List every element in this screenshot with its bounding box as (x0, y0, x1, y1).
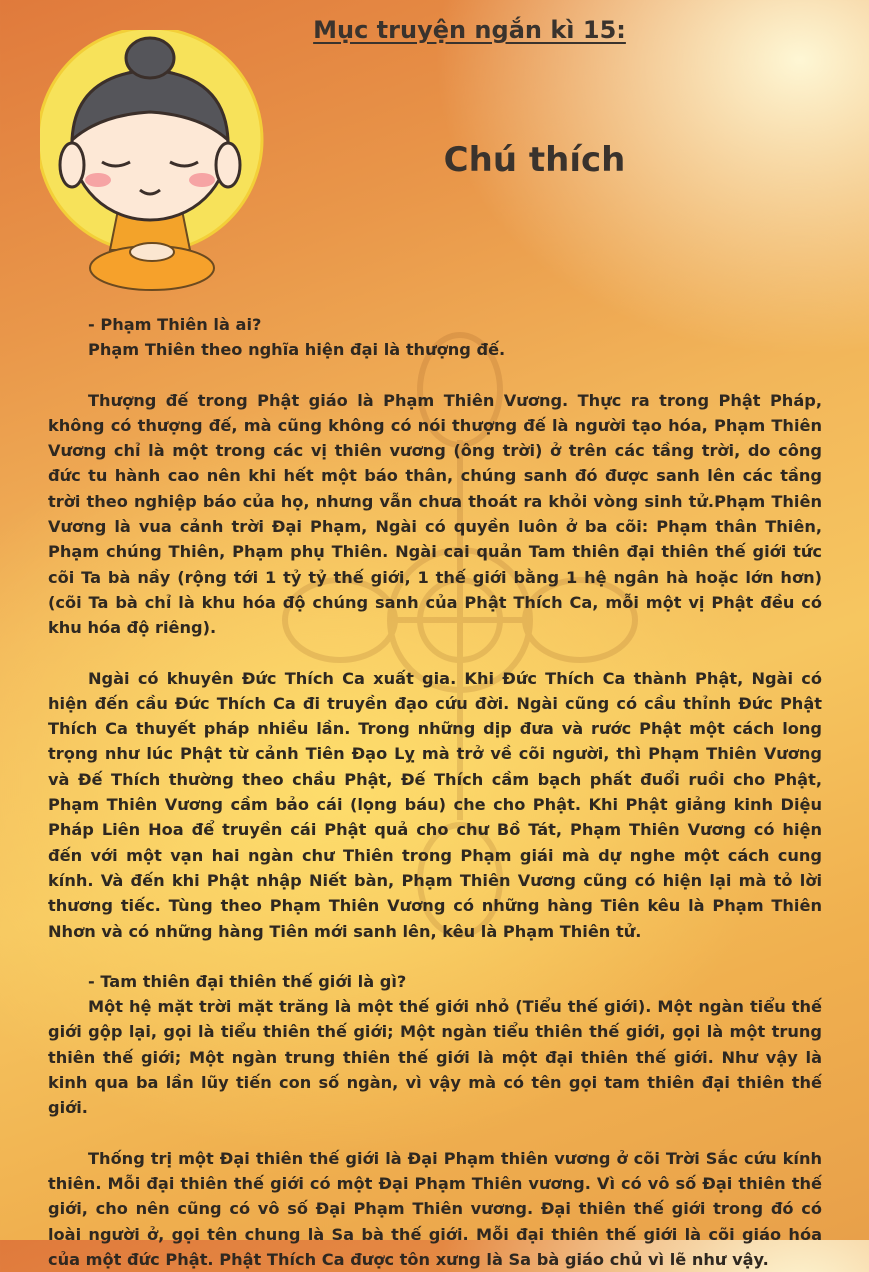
body-paragraph: Thượng đế trong Phật giáo là Phạm Thiên Vương. Thực ra trong Phật Pháp, không có thượng đế, mà cũng không có nói thượng đế là người tạo hóa, Phạm Thiên Vương chỉ là một trong các vị thiên vương (ông trời) ở trên các tầng trời, do công đức tu hành cao nên khi hết một báo thân, chúng sanh đó được sanh lên các tầng trời theo nghiệp báo của họ, nhưng vẫn chưa thoát ra khỏi vòng sinh tử.Phạm Thiên Vương là vua cảnh trời Đại Phạm, Ngài có quyền luôn ở ba cõi: Phạm thân Thiên, Phạm chúng Thiên, Phạm phụ Thiên. Ngài cai quản Tam thiên đại thiên thế giới tức cõi Ta bà nầy (rộng tới 1 tỷ tỷ thế giới, 1 thế giới bằng 1 hệ ngân hà hoặc lớn hơn)(cõi Ta bà chỉ là khu hóa độ chúng sanh của Phật Thích Ca, mỗi một vị Phật đều có khu hóa độ riêng). (48, 390, 822, 638)
page-title: Mục truyện ngắn kì 15: (313, 16, 626, 44)
answer-paragraph: Phạm Thiên theo nghĩa hiện đại là thượng đế. (88, 340, 506, 360)
question-heading: - Tam thiên đại thiên thế giới là gì? (88, 971, 407, 991)
section-heading: Chú thích (443, 140, 626, 180)
body-paragraph: Thống trị một Đại thiên thế giới là Đại Phạm thiên vương ở cõi Trời Sắc cứu kính thiên. Mỗi đại thiên thế giới có một Đại Phạm Thiên vương. Vì có vô số Đại thiên thế giới, cho nên cũng có vô số Đại Phạm Thiên vương. Đại thiên thế giới trong đó có loài người ở, gọi tên chung là Sa bà thế giới. Mỗi đại thiên thế giới là cõi giáo hóa của một đức Phật. Phật Thích Ca được tôn xưng là Sa bà giáo chủ vì lẽ như vậy. (48, 1148, 822, 1269)
question-heading: - Phạm Thiên là ai? (88, 315, 262, 334)
article-body (48, 312, 822, 1272)
answer-paragraph: Một hệ mặt trời mặt trăng là một thế giới nhỏ (Tiểu thế giới). Một ngàn tiểu thế giới gộp lại, gọi là tiểu thiên thế giới; Một ngàn tiểu thiên thế giới, gọi là một trung thiên thế giới; Một ngàn trung thiên thế giới là một đại thiên thế giới. Như vậy là kinh qua ba lần lũy tiến con số ngàn, vì vậy mà có tên gọi tam thiên đại thiên thế giới. (48, 997, 822, 1118)
body-paragraph: Ngài có khuyên Đức Thích Ca xuất gia. Khi Đức Thích Ca thành Phật, Ngài có hiện đến cầu Đức Thích Ca đi truyền đạo cứu đời. Ngài cũng có cầu thỉnh Đức Phật Thích Ca thuyết pháp nhiều lần. Trong những dịp đưa và rước Phật một cách long trọng như lúc Phật từ cảnh Tiên Đạo Lỵ mà trở về cõi người, thì Phạm Thiên Vương và Đế Thích thường theo chầu Phật, Đế Thích cầm bạch phất đuổi ruồi cho Phật, Phạm Thiên Vương cầm bảo cái (lọng báu) che cho Phật. Khi Phật giảng kinh Diệu Pháp Liên Hoa để truyền cái Phật quả cho chư Bồ Tát, Phạm Thiên Vương có hiện đến với một vạn hai ngàn chư Thiên trong Phạm giái mà dự nghe một cách cung kính. Và đến khi Phật nhập Niết bàn, Phạm Thiên Vương cũng có hiện lại mà tỏ lời thương tiếc. Tùng theo Phạm Thiên Vương có những hàng Tiên kêu là Phạm Thiên Nhơn và có những hàng Tiên mới sanh lên, kêu là Phạm Thiên tử. (48, 668, 822, 941)
